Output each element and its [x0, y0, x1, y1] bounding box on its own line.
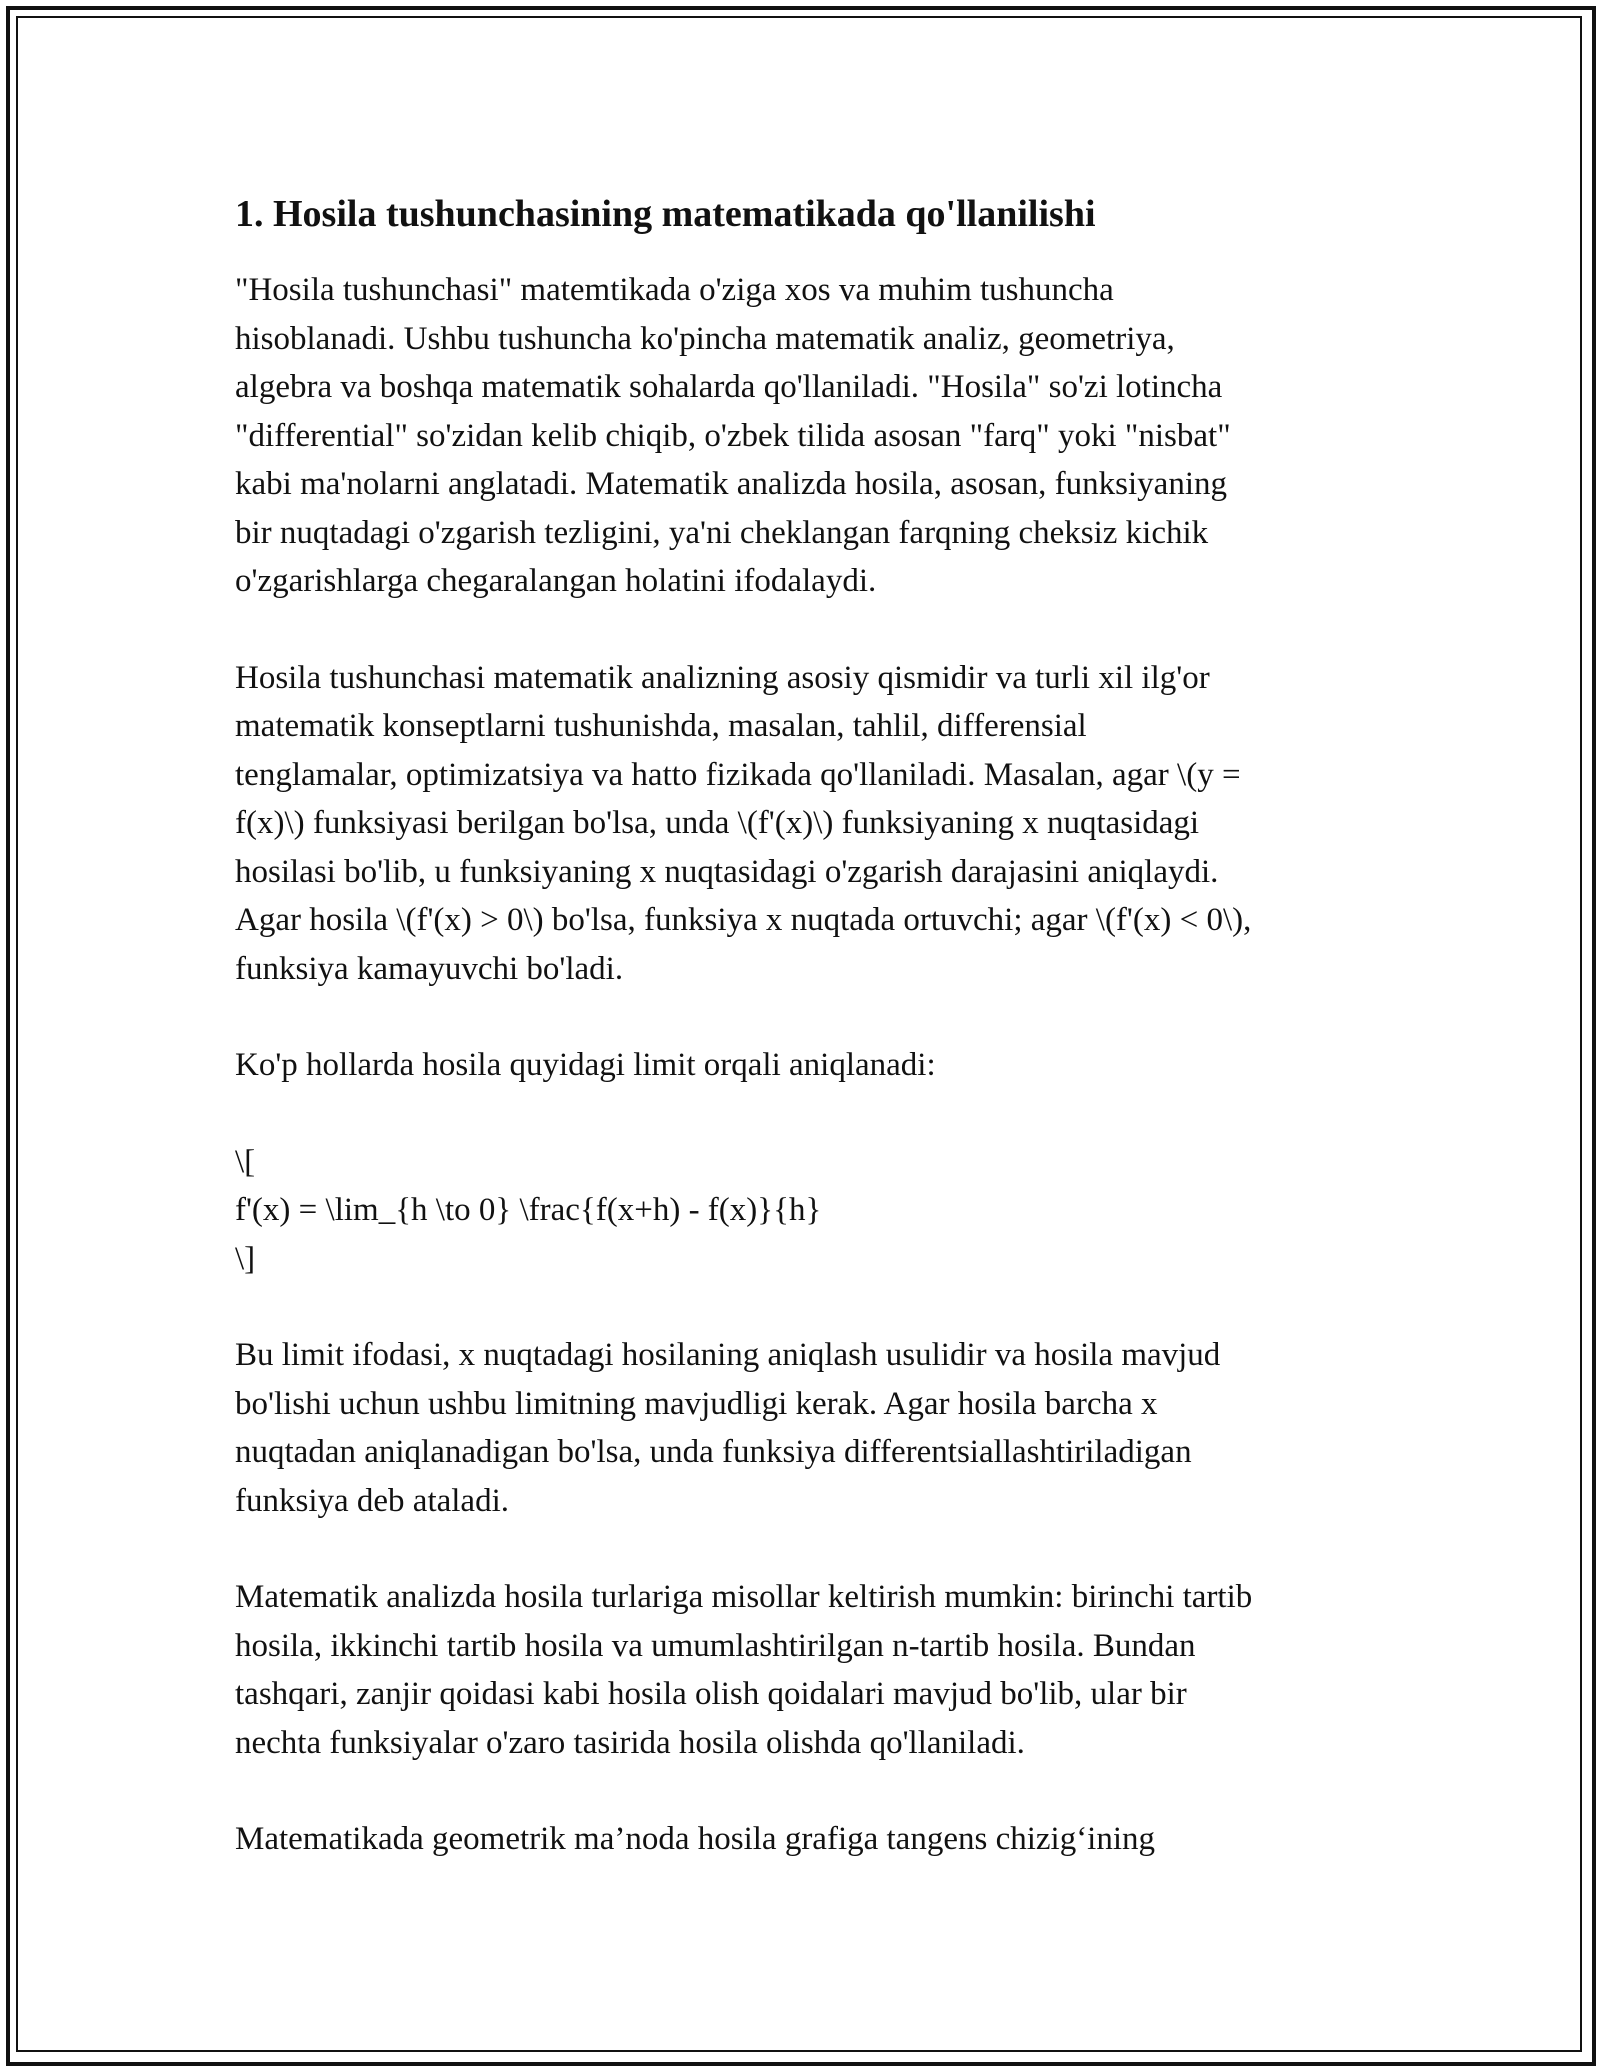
section-heading: 1. Hosila tushunchasining matematikada qo'llanilishi	[235, 193, 1096, 235]
document-body	[235, 186, 1375, 1864]
paragraph-limit-intro: Ko'p hollarda hosila quyidagi limit orqali aniqlanadi:	[235, 1047, 936, 1083]
formula-block: \[ f'(x) = \lim_{h \to 0} \frac{f(x+h) - f(x)}{h} \]	[235, 1143, 822, 1277]
paragraph-limit-explanation: Bu limit ifodasi, x nuqtadagi hosilaning aniqlash usulidir va hosila mavjud bo'lishi uchun ushbu limitning mavjudligi kerak. Agar hosila barcha x nuqtadan aniqlanadigan bo'lsa, unda funksiya differentsiallashtiriladigan funksiya deb ataladi.	[235, 1337, 1221, 1519]
paragraph-analysis: Hosila tushunchasi matematik analizning asosiy qismidir va turli xil ilg'or matematik konseptlarni tushunishda, masalan, tahlil, differensial tenglamalar, optimizatsiya va hatto fizikada qo'llaniladi. Masalan, agar \(y = f(x)\) funksiyasi berilgan bo'lsa, unda \(f'(x)\) funksiyaning x nuqtasidagi hosilasi bo'lib, u funksiyaning x nuqtasidagi o'zgarish darajasini aniqlaydi. Agar hosila \(f'(x) > 0\) bo'lsa, funksiya x nuqtada ortuvchi; agar \(f'(x) < 0\), funksiya kamayuvchi bo'ladi.	[235, 659, 1252, 987]
paragraph-types: Matematik analizda hosila turlariga misollar keltirish mumkin: birinchi tartib hosila, ikkinchi tartib hosila va umumlashtirilgan n-tartib hosila. Bundan tashqari, zanjir qoidasi kabi hosila olish qoidalari mavjud bo'lib, ular bir nechta funksiyalar o'zaro tasirida hosila olishda qo'llaniladi.	[235, 1579, 1253, 1761]
paragraph-geometric: Matematikada geometrik ma’noda hosila grafiga tangens chizig‘ining	[235, 1821, 1156, 1857]
paragraph-intro: "Hosila tushunchasi" matemtikada o'ziga xos va muhim tushuncha hisoblanadi. Ushbu tushuncha ko'pincha matematik analiz, geometriya, algebra va boshqa matematik sohalarda qo'llaniladi. "Hosila" so'zi lotincha "differential" so'zidan kelib chiqib, o'zbek tilida asosan "farq" yoki "nisbat" kabi ma'nolarni anglatadi. Matematik analizda hosila, asosan, funksiyaning bir nuqtadagi o'zgarish tezligini, ya'ni cheklangan farqning cheksiz kichik o'zgarishlarga chegaralangan holatini ifodalaydi.	[235, 272, 1231, 599]
